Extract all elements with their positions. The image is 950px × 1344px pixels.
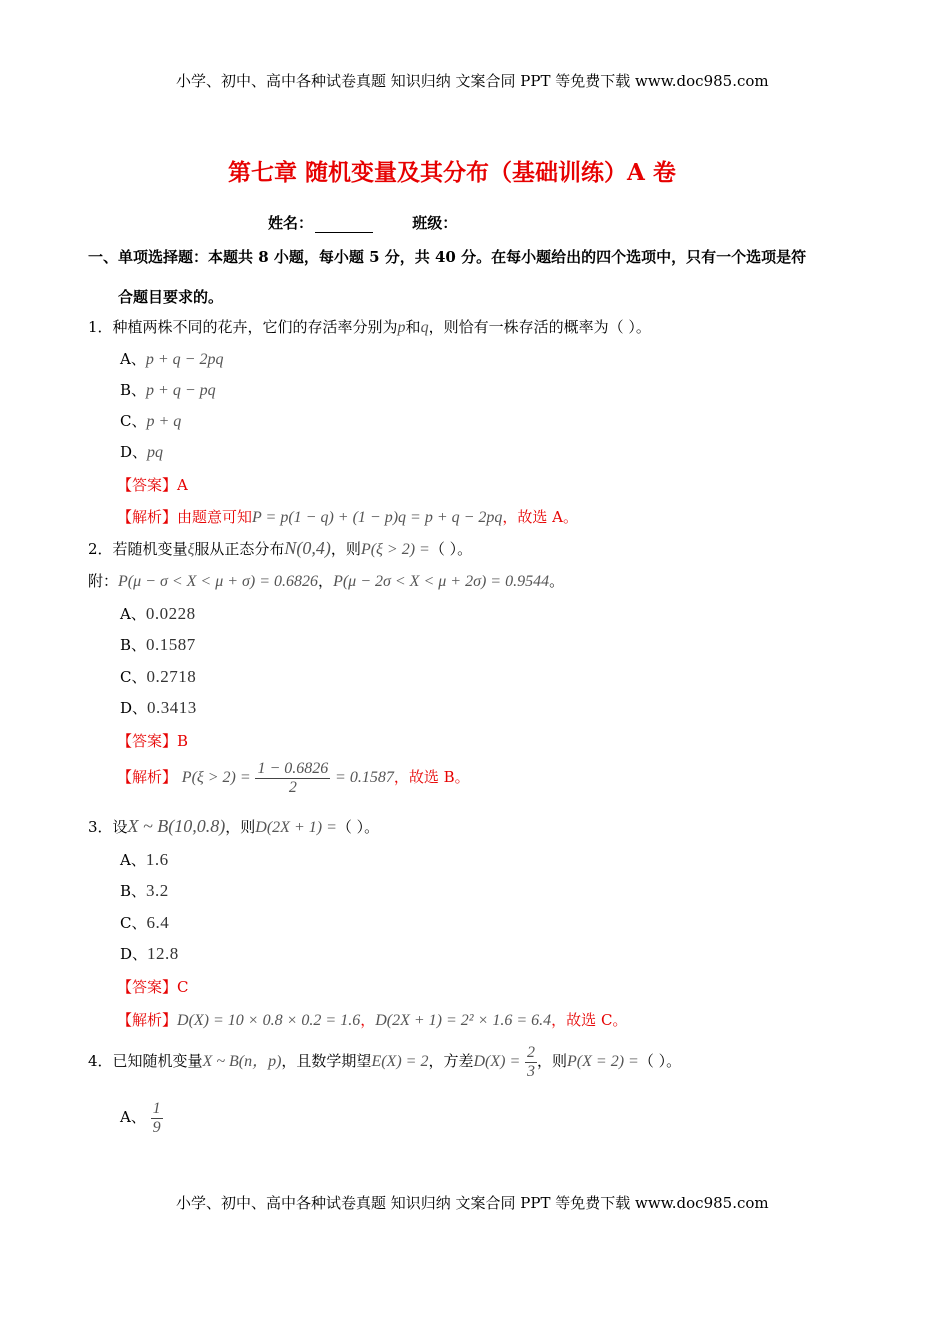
- question-3-option-c: C、6.4: [120, 913, 170, 932]
- question-3-answer: 【答案】C: [117, 978, 189, 996]
- question-2-stem: 2．若随机变量ξ服从正态分布N(0,4)，则P(ξ > 2) =（ ）。: [88, 538, 473, 558]
- question-2-option-a: A、0.0228: [120, 604, 196, 623]
- question-2-option-c: C、0.2718: [120, 667, 197, 686]
- question-2-answer: 【答案】B: [117, 732, 189, 750]
- question-1-option-a: A、p + q − 2pq: [120, 350, 224, 368]
- question-2-note: 附：P(μ − σ < X < μ + σ) = 0.6826，P(μ − 2σ < X < μ + 2σ) = 0.9544。: [88, 572, 565, 590]
- question-3-option-b: B、3.2: [120, 881, 169, 900]
- question-4-option-a: A、 $\frac{1}{9}$: [120, 1100, 161, 1136]
- page-title: 第七章 随机变量及其分布（基础训练）A 卷: [228, 159, 676, 186]
- question-1-analysis: 【解析】由题意可知P = p(1 − q) + (1 − p)q = p + q − 2pq，故选 A。: [117, 508, 579, 526]
- section-heading: 一、单项选择题：本题共 8 小题，每小题 5 分，共 40 分。在每小题给出的四个选项中，只有一个选项是符: [88, 248, 807, 266]
- question-2-option-b: B、0.1587: [120, 635, 196, 654]
- question-2-option-d: D、0.3413: [120, 698, 197, 717]
- variance-fraction: $\frac{2}{3}$: [527, 1044, 536, 1080]
- page-header: 小学、初中、高中各种试卷真题 知识归纳 文案合同 PPT 等免费下载 www.doc985.com: [176, 72, 769, 90]
- question-1-answer: 【答案】A: [117, 476, 188, 494]
- name-label: 姓名：: [268, 214, 314, 232]
- question-1-option-b: B、p + q − pq: [120, 381, 216, 399]
- question-2-analysis: 【解析】 P(ξ > 2) = $\frac{1 - 0.6826}{2}$ = 0.1587，故选 B。: [117, 760, 470, 796]
- question-4-stem: 4．已知随机变量X ~ B(n，p)，且数学期望E(X) = 2，方差D(X) = $\frac{2}{3}$ ，则P(X = 2) =（ ）。: [88, 1044, 682, 1080]
- name-blank: [315, 232, 373, 233]
- question-1-option-c: C、p + q: [120, 412, 182, 430]
- question-3-analysis: 【解析】D(X) = 10 × 0.8 × 0.2 = 1.6，D(2X + 1) = 2² × 1.6 = 6.4，故选 C。: [117, 1011, 628, 1029]
- analysis-fraction: $\frac{1 - 0.6826}{2}$: [257, 760, 329, 796]
- question-3-option-d: D、12.8: [120, 944, 179, 963]
- section-heading-cont: 合题目要求的。: [118, 288, 224, 306]
- question-1-stem: 1．种植两株不同的花卉，它们的存活率分别为p和q，则恰有一株存活的概率为（ ）。: [88, 318, 651, 336]
- student-info: [268, 212, 457, 233]
- question-1-option-d: D、pq: [120, 443, 164, 461]
- option-a-fraction: $\frac{1}{9}$: [152, 1100, 161, 1136]
- page-footer: 小学、初中、高中各种试卷真题 知识归纳 文案合同 PPT 等免费下载 www.doc985.com: [176, 1194, 769, 1212]
- question-3-option-a: A、1.6: [120, 850, 169, 869]
- question-3-stem: 3．设X ~ B(10,0.8)，则D(2X + 1) =（ ）。: [88, 816, 380, 836]
- class-label: 班级：: [412, 214, 458, 232]
